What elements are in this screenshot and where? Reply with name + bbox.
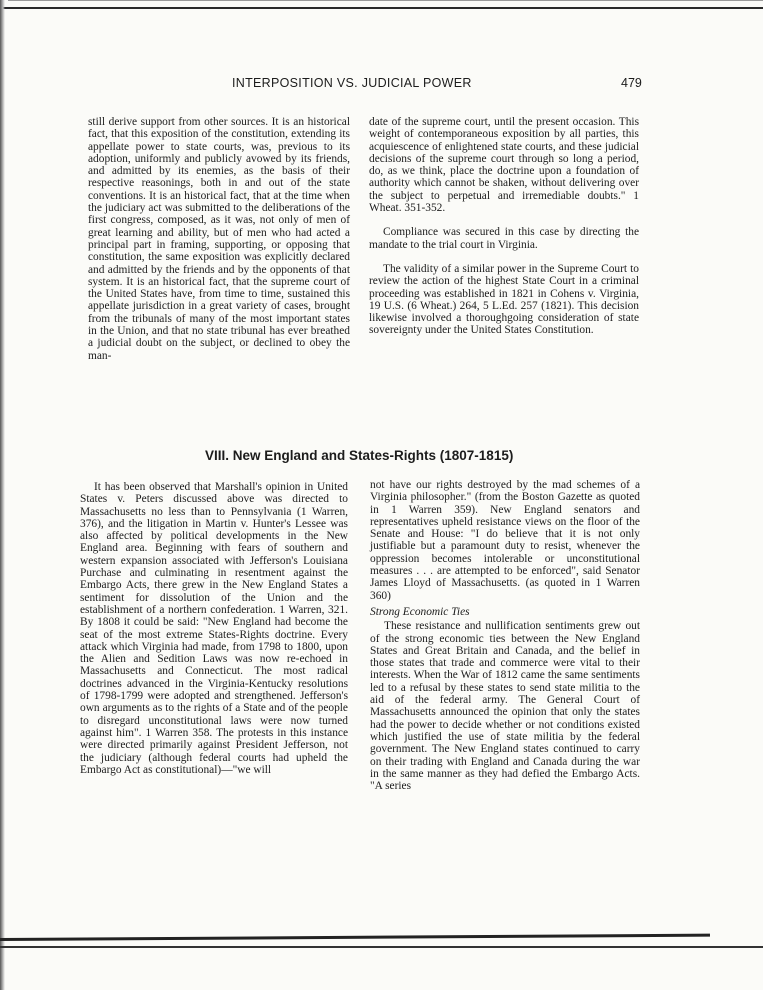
- page-number: 479: [621, 76, 642, 90]
- paragraph: The validity of a similar power in the Supreme Court to review the action of the highest State Court in a criminal proceeding was established in 1821 in Cohens v. Virginia, 19 U.S. (6 Wheat.) 264, 5 L.Ed. 257 (1821). This decision likewise involved a thoroughgoing consideration of state sovereignty under the United States Constitution.: [369, 262, 639, 337]
- paragraph: date of the supreme court, until the present occasion. This weight of contemporaneous exposition by all parties, this acquiescence of enlightened state courts, and these judicial decisions of the supreme court through so long a period, do, as we think, place the doctrine upon a foundation of authority which cannot be shaken, without delivering over the subject to perpetual and irremediable doubts." 1 Wheat. 351-352.: [369, 116, 639, 215]
- scan-edge-bottom-lower: [0, 946, 763, 948]
- top-left-column: [88, 116, 350, 362]
- scan-edge-bottom: [0, 934, 710, 941]
- bottom-right-column: [370, 479, 640, 792]
- scan-edge-top: [0, 7, 763, 9]
- top-right-column: [369, 116, 639, 337]
- section-heading: VIII. New England and States-Rights (1807-1815): [205, 448, 514, 463]
- paragraph: still derive support from other sources. It is an historical fact, that this exposition of the constitution, extending its appellate power to state courts, was, previous to its adoption, uniformly and publicly avowed by its friends, and admitted by its enemies, as the basis of their respective reasonings, both in and out of the state conventions. It is an historical fact, that at the time when the judiciary act was submitted to the deliberations of the first congress, composed, as it was, not only of men of great learning and ability, but of men who had acted a principal part in framing, supporting, or opposing that constitution, the same exposition was explicitly declared and admitted by the friends and by the opponents of that system. It is an historical fact, that the supreme court of the United States have, from time to time, sustained this appellate jurisdiction in a great variety of cases, brought from the tribunals of many of the most important states in the Union, and that no state tribunal has ever breathed a judicial doubt on the subject, or declined to obey the man-: [88, 116, 350, 362]
- running-header: [0, 76, 763, 96]
- running-title: INTERPOSITION VS. JUDICIAL POWER: [232, 76, 472, 90]
- bottom-left-column: [80, 481, 348, 776]
- paragraph: not have our rights destroyed by the mad schemes of a Virginia philosopher." (from the Boston Gazette as quoted in 1 Warren 359). New England senators and representatives upheld resistance views on the floor of the Senate and House: "I do believe that it is not only justifiable but a paramount duty to resist, whenever the oppression becomes intolerable or unconstitutional measures . . . are attempted to be enforced", said Senator James Lloyd of Massachusetts. (as quoted in 1 Warren 360): [370, 479, 640, 602]
- scan-edge-top-thin: [8, 0, 763, 1]
- scan-edge-left: [0, 0, 5, 990]
- paragraph: It has been observed that Marshall's opinion in United States v. Peters discussed above was directed to Massachusetts no less than to Pennsylvania (1 Warren, 376), and the litigation in Martin v. Hunter's Lessee was also affected by political developments in the New England area. Beginning with fears of southern and western expansion associated with Jefferson's Louisiana Purchase and culminating in resentment against the Embargo Acts, there grew in the New England States a sentiment for dissolution of the Union and the establishment of a northern confederation. 1 Warren, 321. By 1808 it could be said: "New England had become the seat of the most extreme States-Rights doctrine. Every attack which Virginia had made, from 1798 to 1800, upon the Alien and Sedition Laws was now re-echoed in Massachusetts and Connecticut. The most radical doctrines advanced in the Virginia-Kentucky resolutions of 1798-1799 were adopted and strengthened. Jefferson's own arguments as to the rights of a State and of the people to disregard unconstitutional laws were now turned against him". 1 Warren 358. The protests in this instance were directed primarily against President Jefferson, not the judiciary (although federal courts had upheld the Embargo Act as constitutional)—"we will: [80, 481, 348, 776]
- paragraph: Compliance was secured in this case by directing the mandate to the trial court in Virginia.: [369, 226, 639, 251]
- paragraph: These resistance and nullification sentiments grew out of the strong economic ties between the New England States and Great Britain and Canada, and the belief in those states that trade and commerce were vital to their interests. When the War of 1812 came the same sentiments led to a refusal by these states to send state militia to the aid of the federal army. The General Court of Massachusetts announced the opinion that only the states had the power to decide whether or not conditions existed which justified the use of state militia by the federal government. The New England states continued to carry on their trading with England and Canada during the war in the same manner as they had defied the Embargo Acts. "A series: [370, 620, 640, 793]
- subheading: Strong Economic Ties: [370, 605, 470, 618]
